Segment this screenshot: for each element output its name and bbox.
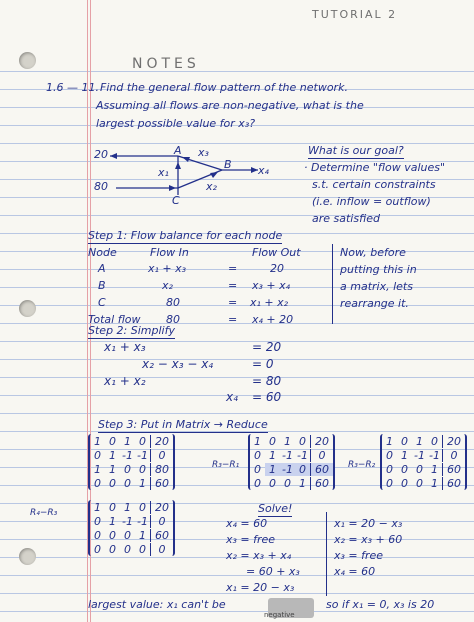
matrix-cell: 0 xyxy=(124,528,131,542)
matrix-cell: 0 xyxy=(401,462,408,476)
notes-title: NOTES xyxy=(132,56,200,72)
matrix-row xyxy=(90,542,173,556)
arrow-right-icon xyxy=(169,185,176,191)
matrix-cell: 1 xyxy=(109,462,116,476)
matrix-cell: 1 xyxy=(94,434,101,448)
matrix-cell: 0 xyxy=(109,542,116,556)
goal-line: · Determine "flow values" xyxy=(304,161,446,174)
matrix-constant-cell: 60 xyxy=(442,463,465,476)
matrix-cell: 1 xyxy=(139,528,146,542)
matrix-cell: 0 xyxy=(94,528,101,542)
goal-line: s.t. certain constraints xyxy=(312,178,436,191)
conclusion-text: largest value: x₁ can't be xyxy=(88,598,226,611)
node-cell: A xyxy=(98,262,106,275)
row-operation-label: R₄−R₃ xyxy=(30,508,58,518)
matrix-row xyxy=(382,476,465,490)
augmented-matrix-2 xyxy=(248,434,335,490)
equation-lhs: x₄ xyxy=(226,390,238,404)
flow-in-cell: 80 xyxy=(166,313,180,326)
matrix-row xyxy=(90,476,173,490)
page-header-band xyxy=(0,0,474,54)
punch-hole xyxy=(19,300,36,317)
column-header: Node xyxy=(88,246,117,259)
matrix-cell: 0 xyxy=(431,434,438,448)
flow-out-cell: x₁ + x₂ xyxy=(250,296,289,309)
punch-hole xyxy=(19,52,36,69)
matrix-cell: -1 xyxy=(137,448,148,462)
flow-out-cell: 20 xyxy=(270,262,284,275)
problem-line: largest possible value for x₃? xyxy=(96,117,256,130)
matrix-constant-cell: 0 xyxy=(310,449,333,462)
equation-rhs: = 20 xyxy=(252,340,282,354)
matrix-cell: 1 xyxy=(124,434,131,448)
edge-label: x₃ xyxy=(198,146,209,159)
matrix-cell: 0 xyxy=(269,476,276,490)
matrix-cell: 0 xyxy=(386,476,393,490)
matrix-row xyxy=(90,514,173,528)
matrix-cell: 0 xyxy=(401,476,408,490)
matrix-constant-cell: 20 xyxy=(310,435,333,448)
inflow-value: 20 xyxy=(94,148,108,161)
node-cell: B xyxy=(98,279,106,292)
flow-out-cell: x₃ + x₄ xyxy=(252,279,291,292)
equation-lhs: x₁ + x₂ xyxy=(104,374,146,388)
equals-cell: = xyxy=(228,262,238,275)
matrix-cell: 0 xyxy=(269,434,276,448)
step1-note-line: putting this in xyxy=(340,263,417,276)
matrix-cell: 0 xyxy=(124,462,131,476)
matrix-row xyxy=(382,434,465,448)
matrix-constant-cell: 0 xyxy=(442,449,465,462)
equals-cell: = xyxy=(228,279,238,292)
matrix-row xyxy=(90,500,173,514)
matrix-cell: 0 xyxy=(109,476,116,490)
matrix-cell: 1 xyxy=(416,434,423,448)
matrix-cell: 0 xyxy=(299,434,306,448)
matrix-cell: -1 xyxy=(122,514,133,528)
tutorial-label: TUTORIAL 2 xyxy=(312,8,398,21)
matrix-row xyxy=(250,462,333,476)
step3-title: Step 3: Put in Matrix → Reduce xyxy=(98,418,268,431)
matrix-cell: 0 xyxy=(254,462,261,476)
node-label: B xyxy=(224,158,232,171)
matrix-cell: 0 xyxy=(109,528,116,542)
conclusion-text: so if x₁ = 0, x₃ is 20 xyxy=(326,598,435,611)
matrix-cell: 1 xyxy=(254,434,261,448)
matrix-cell: 1 xyxy=(109,448,116,462)
matrix-cell: 1 xyxy=(431,462,438,476)
matrix-row xyxy=(90,448,173,462)
matrix-cell: 0 xyxy=(109,500,116,514)
arrow-left-icon xyxy=(182,157,190,162)
equation-lhs: x₁ + x₃ xyxy=(104,340,146,354)
step1-title: Step 1: Flow balance for each node xyxy=(88,229,283,242)
matrix-cell: 1 xyxy=(139,476,146,490)
equals-cell: = xyxy=(228,313,238,326)
matrix-cell: 1 xyxy=(94,500,101,514)
edge-label: x₄ xyxy=(258,164,269,177)
goal-line: (i.e. inflow = outflow) xyxy=(312,195,431,208)
matrix-row xyxy=(250,434,333,448)
solution-line: x₁ = 20 − x₃ xyxy=(334,517,403,530)
watermark-label: negative xyxy=(264,611,295,619)
problem-line: Find the general flow pattern of the network. xyxy=(100,81,348,94)
step1-note-line: a matrix, lets xyxy=(340,280,413,293)
matrix-cell: 0 xyxy=(416,462,423,476)
matrix-constant-cell: 0 xyxy=(150,543,173,556)
matrix-cell: 0 xyxy=(94,448,101,462)
matrix-cell: -1 xyxy=(280,463,295,476)
matrix-constant-cell: 60 xyxy=(442,477,465,490)
matrix-constant-cell: 60 xyxy=(150,477,173,490)
flow-out-cell: x₄ + 20 xyxy=(252,313,294,326)
arrow-left-icon xyxy=(110,153,117,159)
solve-line: x₂ = x₃ + x₄ xyxy=(226,549,292,562)
matrix-cell: 1 xyxy=(386,434,393,448)
matrix-cell: 1 xyxy=(124,500,131,514)
matrix-cell: 0 xyxy=(401,434,408,448)
arrow-right-icon xyxy=(251,167,258,173)
matrix-constant-cell: 60 xyxy=(150,529,173,542)
solve-line: x₃ = free xyxy=(226,533,276,546)
augmented-matrix-3 xyxy=(380,434,467,490)
arrow-up-icon xyxy=(175,162,181,169)
problem-number: 1.6 — 11. xyxy=(46,81,99,94)
matrix-cell: 1 xyxy=(265,463,280,476)
note-bracket xyxy=(332,244,333,324)
solve-line: x₄ = 60 xyxy=(226,517,268,530)
problem-line: Assuming all flows are non-negative, what is the xyxy=(96,99,364,112)
row-operation-label: R₃−R₂ xyxy=(348,460,376,470)
matrix-cell: -1 xyxy=(297,448,308,462)
solution-line: x₄ = 60 xyxy=(334,565,376,578)
node-label: A xyxy=(174,144,182,157)
matrix-cell: 0 xyxy=(386,448,393,462)
matrix-cell: -1 xyxy=(282,448,293,462)
matrix-row xyxy=(382,462,465,476)
inflow-value: 80 xyxy=(94,180,108,193)
goal-line: are satisfied xyxy=(312,212,380,225)
matrix-constant-cell: 20 xyxy=(150,501,173,514)
matrix-constant-cell: 60 xyxy=(310,463,333,476)
matrix-cell: 0 xyxy=(139,434,146,448)
matrix-row xyxy=(90,434,173,448)
matrix-cell: -1 xyxy=(122,448,133,462)
matrix-row xyxy=(250,448,333,462)
solve-line: = 60 + x₃ xyxy=(246,565,300,578)
matrix-cell: -1 xyxy=(137,514,148,528)
column-header: Flow In xyxy=(150,246,189,259)
edge-label: x₂ xyxy=(206,180,217,193)
matrix-cell: 1 xyxy=(401,448,408,462)
augmented-matrix-4 xyxy=(88,500,175,556)
matrix-constant-cell: 0 xyxy=(150,515,173,528)
column-header: Flow Out xyxy=(252,246,301,259)
step1-note-line: rearrange it. xyxy=(340,297,409,310)
matrix-cell: 0 xyxy=(254,476,261,490)
equals-cell: = xyxy=(228,296,238,309)
augmented-matrix-1 xyxy=(88,434,175,490)
matrix-cell: 0 xyxy=(124,542,131,556)
matrix-constant-cell: 20 xyxy=(442,435,465,448)
flow-in-cell: 80 xyxy=(166,296,180,309)
solve-title: Solve! xyxy=(258,502,293,515)
solve-line: x₁ = 20 − x₃ xyxy=(226,581,295,594)
matrix-cell: 0 xyxy=(139,462,146,476)
step1-note-line: Now, before xyxy=(340,246,406,259)
matrix-constant-cell: 60 xyxy=(310,477,333,490)
equation-rhs: = 80 xyxy=(252,374,282,388)
step2-title: Step 2: Simplify xyxy=(88,324,175,337)
solution-line: x₂ = x₃ + 60 xyxy=(334,533,403,546)
matrix-row xyxy=(382,448,465,462)
matrix-cell: 0 xyxy=(139,542,146,556)
row-operation-label: R₃−R₁ xyxy=(212,460,240,470)
matrix-cell: 1 xyxy=(284,434,291,448)
node-cell: Total flow xyxy=(88,313,141,326)
equation-rhs: = 60 xyxy=(252,390,282,404)
solve-divider xyxy=(326,512,327,596)
matrix-cell: 1 xyxy=(299,476,306,490)
matrix-row xyxy=(90,528,173,542)
matrix-cell: 1 xyxy=(269,448,276,462)
equation-lhs: x₂ − x₃ − x₄ xyxy=(142,357,214,371)
equation-rhs: = 0 xyxy=(252,357,274,371)
matrix-constant-cell: 0 xyxy=(150,449,173,462)
matrix-cell: 0 xyxy=(94,476,101,490)
matrix-row xyxy=(90,462,173,476)
solution-line: x₃ = free xyxy=(334,549,384,562)
matrix-constant-cell: 80 xyxy=(150,463,173,476)
matrix-cell: 0 xyxy=(94,542,101,556)
matrix-cell: 0 xyxy=(295,463,310,476)
matrix-cell: 1 xyxy=(94,462,101,476)
flow-in-cell: x₂ xyxy=(162,279,173,292)
goal-question: What is our goal? xyxy=(308,144,404,157)
matrix-cell: 1 xyxy=(431,476,438,490)
matrix-cell: 0 xyxy=(386,462,393,476)
matrix-cell: 0 xyxy=(139,500,146,514)
matrix-cell: 1 xyxy=(109,514,116,528)
flow-in-cell: x₁ + x₃ xyxy=(148,262,187,275)
matrix-row xyxy=(250,476,333,490)
matrix-cell: 0 xyxy=(124,476,131,490)
matrix-cell: 0 xyxy=(254,448,261,462)
punch-hole xyxy=(19,548,36,565)
matrix-cell: 0 xyxy=(94,514,101,528)
matrix-cell: 0 xyxy=(109,434,116,448)
matrix-cell: 0 xyxy=(284,476,291,490)
matrix-cell: 0 xyxy=(416,476,423,490)
node-cell: C xyxy=(98,296,106,309)
matrix-constant-cell: 20 xyxy=(150,435,173,448)
matrix-cell: -1 xyxy=(414,448,425,462)
node-label: C xyxy=(172,194,180,207)
matrix-cell: -1 xyxy=(429,448,440,462)
edge-label: x₁ xyxy=(158,166,169,179)
